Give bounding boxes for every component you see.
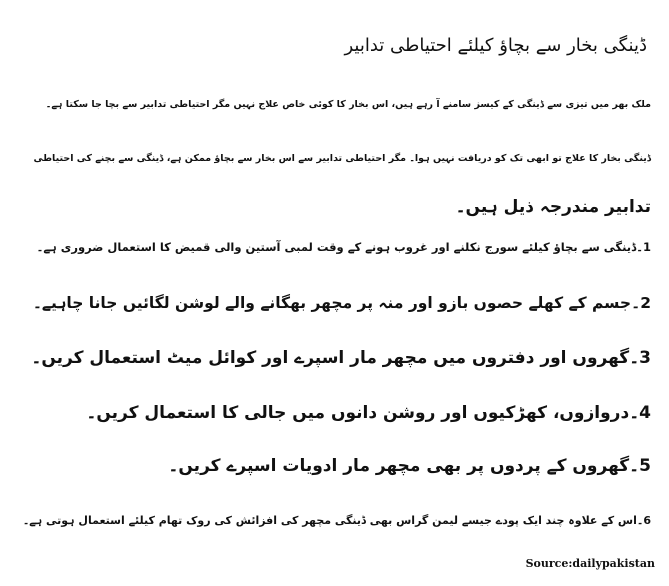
- precaution-item-4: 4۔دروازوں، کھڑکیوں اور روشن دانوں میں جالی کا استعمال کریں۔: [86, 403, 651, 423]
- precaution-item-1: 1۔ڈینگی سے بچاؤ کیلئے سورج نکلنے اور غروب ہونے کے وقت لمبی آستین والی قمیض کا استعمال ضروری ہے۔: [36, 240, 651, 254]
- source-credit: Source:dailypakistan: [525, 557, 655, 570]
- intro-line-3: تدابیر مندرجہ ذیل ہیں۔: [455, 197, 651, 217]
- intro-line-1: ملک بھر میں تیزی سے ڈینگی کے کیسز سامنے آ رہے ہیں، اس بخار کا کوئی خاص علاج نہیں مگر احتیاطی تدابیر سے بچا جا سکتا ہے۔: [45, 99, 651, 110]
- article-title: ڈینگی بخار سے بچاؤ کیلئے احتیاطی تدابیر: [344, 35, 647, 56]
- precaution-item-5: 5۔گھروں کے پردوں پر بھی مچھر مار ادویات اسپرے کریں۔: [168, 456, 651, 476]
- precaution-item-3: 3۔گھروں اور دفتروں میں مچھر مار اسپرے اور کوائل میٹ استعمال کریں۔: [31, 348, 651, 368]
- precaution-item-6: 6۔اس کے علاوہ چند ایک پودے جیسے لیمن گراس بھی ڈینگی مچھر کی افزائش کی روک تھام کیلئے استعمال ہوتی ہے۔: [22, 514, 651, 527]
- intro-line-2: ڈینگی بخار کا علاج تو ابھی تک کو دریافت نہیں ہوا۔ مگر احتیاطی تدابیر سے اس بخار سے بچاؤ ممکن ہے، ڈینگی سے بچنے کی احتیاطی: [33, 153, 651, 164]
- precaution-item-2: 2۔جسم کے کھلے حصوں بازو اور منہ پر مچھر بھگانے والے لوشن لگائیں جانا چاہیے۔: [32, 294, 651, 312]
